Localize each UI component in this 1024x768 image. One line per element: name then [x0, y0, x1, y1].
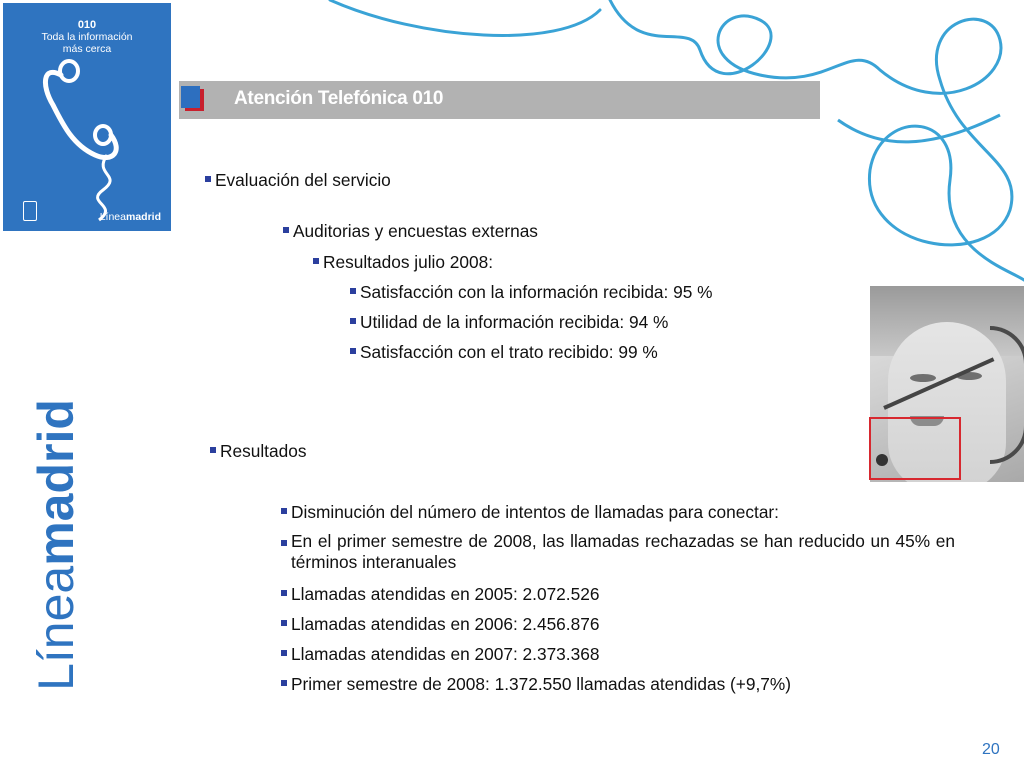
bullet-icon — [350, 318, 356, 324]
bullet-icon — [281, 540, 287, 546]
list-item: Llamadas atendidas en 2007: 2.373.368 — [281, 644, 599, 665]
bullet-icon — [350, 288, 356, 294]
bullet-icon — [281, 620, 287, 626]
bullet-icon — [281, 650, 287, 656]
title-bar — [179, 81, 820, 119]
bullet-icon — [281, 508, 287, 514]
bullet-icon — [281, 590, 287, 596]
bullet-icon — [281, 680, 287, 686]
telephone-handset-icon — [33, 55, 143, 225]
madrid-crest-icon — [23, 201, 37, 221]
vertical-brand-text: Líneamadrid — [28, 399, 84, 691]
bullet-icon — [350, 348, 356, 354]
bullet-icon — [283, 227, 289, 233]
headset-icon — [990, 326, 1024, 464]
vertical-brand-logo — [30, 365, 82, 725]
result-item: Utilidad de la información recibida: 94 % — [350, 312, 668, 333]
section-heading-evaluacion: Evaluación del servicio — [205, 170, 391, 191]
result-item: Satisfacción con la información recibida: 95 % — [350, 282, 713, 303]
poster-brand: Líneamadrid — [99, 211, 161, 223]
section-heading-resultados: Resultados — [210, 441, 306, 462]
list-item: Llamadas atendidas en 2006: 2.456.876 — [281, 614, 599, 635]
linea-madrid-poster — [3, 3, 171, 231]
page-number: 20 — [982, 741, 1000, 758]
photo-eye — [910, 374, 936, 382]
title-square-icon — [181, 86, 200, 108]
bullet-icon — [313, 258, 319, 264]
page-title: Atención Telefónica 010 — [234, 88, 444, 109]
list-item: Llamadas atendidas en 2005: 2.072.526 — [281, 584, 599, 605]
result-item: Satisfacción con el trato recibido: 99 % — [350, 342, 658, 363]
poster-tagline-1: Toda la información — [41, 31, 133, 43]
sub-item-auditorias: Auditorias y encuestas externas — [283, 221, 538, 242]
sub-item-resultados-julio: Resultados julio 2008: — [313, 252, 493, 273]
poster-tagline-2: más cerca — [62, 43, 112, 55]
list-item: En el primer semestre de 2008, las llamadas rechazadas se han reducido un 45% en términos interanuales — [281, 531, 955, 573]
list-item: Disminución del número de intentos de llamadas para conectar: — [281, 502, 779, 523]
poster-number: 010 — [77, 19, 97, 31]
bullet-icon — [205, 176, 211, 182]
photo-highlight-frame — [869, 417, 961, 480]
list-item: Primer semestre de 2008: 1.372.550 llamadas atendidas (+9,7%) — [281, 674, 791, 695]
bullet-icon — [210, 447, 216, 453]
